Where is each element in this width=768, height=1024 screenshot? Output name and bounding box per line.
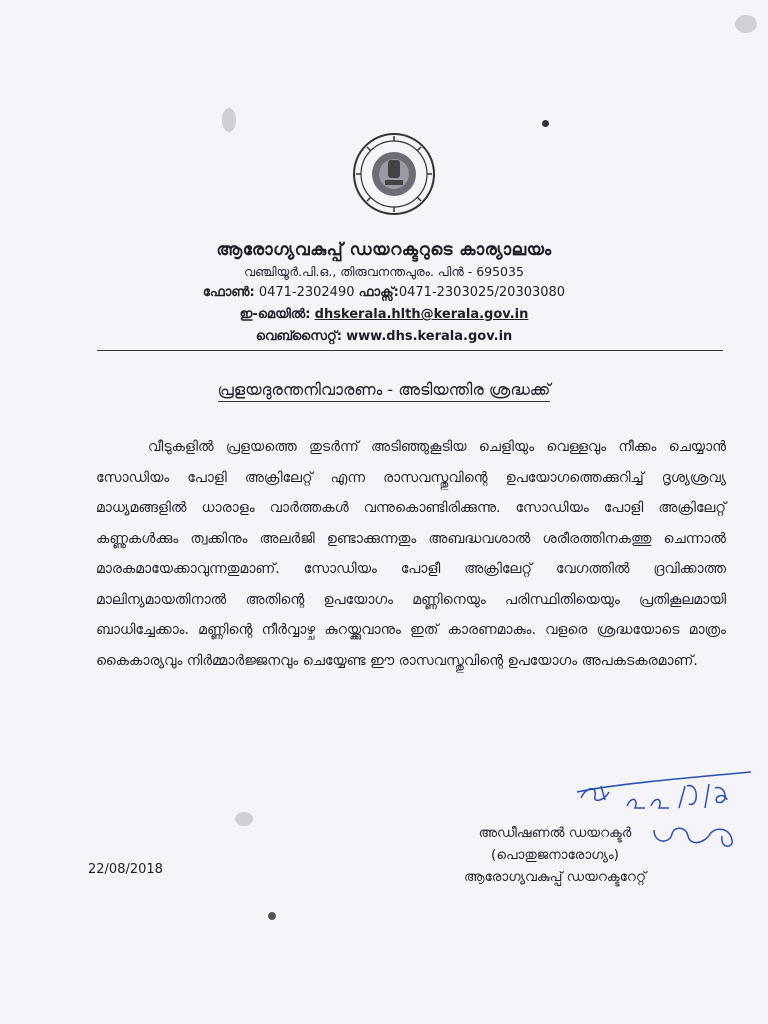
phone-number: 0471-2302490 xyxy=(258,285,355,300)
paper-speck xyxy=(268,912,276,920)
letter-date: 22/08/2018 xyxy=(88,862,163,877)
email-link[interactable]: dhskerala.hlth@kerala.gov.in xyxy=(314,307,529,322)
subject-text: പ്രളയദുരന്തനിവാരണം - അടിയന്തിര ശ്രദ്ധക്ക് xyxy=(218,380,551,402)
email-line xyxy=(0,304,768,326)
signatory-block xyxy=(430,822,680,888)
signatory-department: (പൊതുജനാരോഗ്യം) xyxy=(491,847,619,863)
website-label: വെബ്സൈറ്റ്: xyxy=(255,329,342,344)
org-address: വഞ്ചിയൂർ.പി.ഒ., തിരുവനന്തപുരം. പിൻ - 695035 xyxy=(244,264,524,279)
org-name: ആരോഗ്യവകുപ്പ് ഡയറക്ടറുടെ കാര്യാലയം xyxy=(216,240,552,260)
body-paragraph: വീടുകളിൽ പ്രളയത്തെ തുടർന്ന് അടിഞ്ഞുകൂടിയ ചെളിയും വെള്ളവും നീക്കം ചെയ്യാൻ സോഡിയം പോളി അക്രിലേറ്റ് എന്ന രാസവസ്തുവിന്റെ ഉപയോഗത്തെക്കുറിച്ച് ദൃശ്യശ്രവ്യ മാധ്യമങ്ങളിൽ ധാരാളം വാർത്തകൾ വന്നുകൊണ്ടിരിക്കുന്നു. സോഡിയം പോളി അക്രിലേറ്റ് കണ്ണുകൾക്കും ത്വക്കിനും അലർജി ഉണ്ടാക്കുന്നതും അബദ്ധവശാൽ ശരീരത്തിനകത്തു ചെന്നാൽ മാരകമായേക്കാവുന്നതുമാണ്. സോഡിയം പോളീ അക്രിലേറ്റ് വേഗത്തിൽ ദ്രവിക്കാത്ത മാലിന്യമായതിനാൽ അതിന്റെ ഉപയോഗം മണ്ണിനെയും പരിസ്ഥിതിയെയും പ്രതികൂലമായി ബാധിച്ചേക്കാം. മണ്ണിന്റെ നീർവ്വാഴ്ച കുറയ്ക്കുവാനും ഇത് കാരണമാകും. വളരെ ശ്രദ്ധയോടെ മാത്രം കൈകാര്യവും നിർമ്മാർജ്ജനവും ചെയ്യേണ്ട ഈ രാസവസ്തുവിന്റെ ഉപയോഗം അപകടകരമാണ്. xyxy=(96,439,726,669)
paper-speck xyxy=(222,108,236,132)
handwritten-signature xyxy=(575,770,755,820)
phone-fax-line xyxy=(0,282,768,304)
signatory-office: ആരോഗ്യവകുപ്പ് ഡയറക്ടറേറ്റ് xyxy=(463,869,647,885)
paper-speck xyxy=(735,15,757,33)
phone-label: ഫോൺ: xyxy=(202,285,255,300)
paper-speck xyxy=(542,120,549,127)
letterhead xyxy=(0,238,768,348)
signatory-title: അഡീഷണൽ ഡയറക്ടർ xyxy=(478,825,632,841)
letterhead-divider xyxy=(97,350,723,351)
paper-speck xyxy=(235,812,253,826)
email-label: ഇ-മെയിൽ: xyxy=(239,307,311,322)
website-line xyxy=(0,326,768,348)
department-seal-icon xyxy=(352,132,436,216)
website-link[interactable]: www.dhs.kerala.gov.in xyxy=(346,329,513,344)
fax-label: ഫാക്സ്: xyxy=(358,285,399,300)
subject-heading xyxy=(0,380,768,400)
fax-number: 0471-2303025/20303080 xyxy=(398,285,566,300)
